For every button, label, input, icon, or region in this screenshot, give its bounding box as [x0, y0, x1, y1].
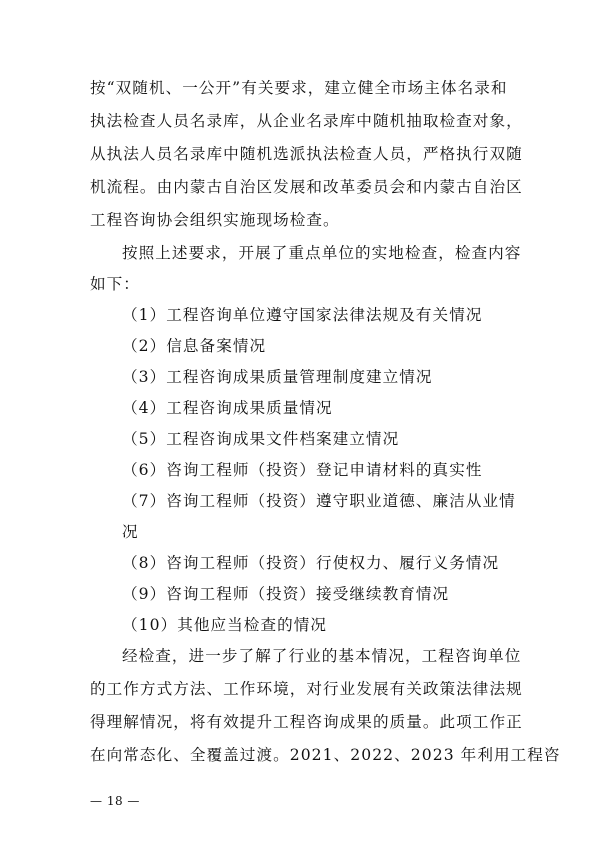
check-item-7: （7）咨询工程师（投资）遵守职业道德、廉洁从业情: [122, 492, 516, 510]
check-item-4: （4）工程咨询成果质量情况: [122, 399, 333, 417]
paragraph-1-line-3: 从执法人员名录库中随机选派执法检查人员，严格执行双随: [90, 145, 523, 163]
paragraph-3-line-1: 经检查，进一步了解了行业的基本情况，工程咨询单位: [122, 647, 522, 665]
paragraph-1-line-5: 工程咨询协会组织实施现场检查。: [90, 211, 340, 229]
page-number: — 18 —: [90, 794, 140, 808]
check-item-10: （10）其他应当检查的情况: [122, 616, 328, 634]
check-item-1: （1）工程咨询单位遵守国家法律法规及有关情况: [122, 306, 483, 324]
paragraph-3-line-4: 在向常态化、全覆盖过渡。2021、2022、2023 年利用工程咨: [90, 746, 561, 764]
check-item-5: （5）工程咨询成果文件档案建立情况: [122, 430, 400, 448]
check-item-6: （6）咨询工程师（投资）登记申请材料的真实性: [122, 461, 483, 479]
paragraph-3-line-2: 的工作方式方法、工作环境，对行业发展有关政策法律法规: [90, 680, 523, 698]
paragraph-1-line-2: 执法检查人员名录库，从企业名录库中随机抽取检查对象，: [90, 112, 523, 130]
check-item-8: （8）咨询工程师（投资）行使权力、履行义务情况: [122, 554, 500, 572]
paragraph-1-line-4: 机流程。由内蒙古自治区发展和改革委员会和内蒙古自治区: [90, 178, 523, 196]
paragraph-3-line-3: 得理解情况，将有效提升工程咨询成果的质量。此项工作正: [90, 713, 523, 731]
paragraph-2-line-2: 如下：: [90, 275, 140, 293]
check-item-2: （2）信息备案情况: [122, 337, 267, 355]
paragraph-1-line-1: 按“双随机、一公开”有关要求，建立健全市场主体名录和: [90, 79, 508, 97]
check-item-9: （9）咨询工程师（投资）接受继续教育情况: [122, 585, 450, 603]
check-item-7-continued: 况: [122, 523, 139, 541]
check-item-3: （3）工程咨询成果质量管理制度建立情况: [122, 368, 433, 386]
paragraph-2-line-1: 按照上述要求，开展了重点单位的实地检查，检查内容: [122, 244, 522, 262]
